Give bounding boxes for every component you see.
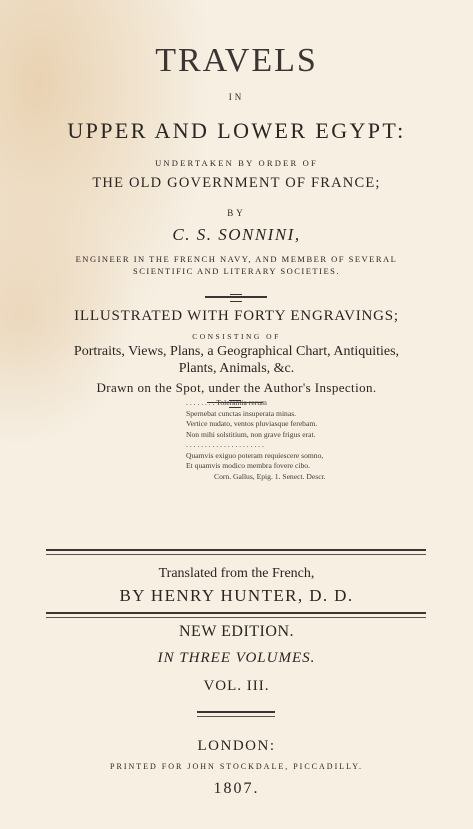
divider-rule bbox=[46, 554, 426, 555]
engravings-list-2: Plants, Animals, &c. bbox=[178, 361, 295, 376]
epigraph-line: Vertice nudato, ventos pluviasque ferebam. bbox=[186, 419, 318, 428]
edition-line: NEW EDITION. bbox=[178, 623, 294, 640]
ornamental-rule bbox=[205, 296, 267, 298]
epigraph-line: Et quamvis modico membra fovere cibo. bbox=[186, 461, 310, 470]
author-description-2: SCIENTIFIC AND LITERARY SOCIETIES. bbox=[133, 266, 340, 276]
by-word: BY bbox=[227, 208, 246, 218]
book-subtitle: UPPER AND LOWER EGYPT: bbox=[67, 118, 406, 143]
divider-rule bbox=[46, 617, 426, 618]
epigraph-line: Spernebat cunctas insuperata minas. bbox=[186, 408, 297, 418]
divider-rule bbox=[197, 711, 275, 713]
epigraph-dots: . . . . . . . . . . . . . . . . . . . . . bbox=[186, 440, 264, 449]
author-name: C. S. SONNINI, bbox=[172, 225, 301, 244]
engravings-list-1: Portraits, Views, Plans, a Geographical Chart, Antiquities, bbox=[73, 344, 400, 359]
epigraph-citation: Corn. Gallus, Epig. 1. Senect. Descr. bbox=[214, 471, 326, 481]
divider-rule bbox=[197, 716, 275, 717]
undertaken-line: UNDERTAKEN BY ORDER OF bbox=[155, 158, 318, 168]
epigraph-line: . . . . . . . . Tolerantia rerum bbox=[186, 398, 267, 407]
consisting-line: CONSISTING OF bbox=[192, 332, 281, 341]
in-word: IN bbox=[228, 92, 245, 102]
author-description-1: ENGINEER IN THE FRENCH NAVY, AND MEMBER OF SEVERAL bbox=[75, 254, 398, 264]
volume-number: VOL. III. bbox=[203, 678, 270, 694]
printer-line: PRINTED FOR JOHN STOCKDALE, PICCADILLY. bbox=[110, 762, 363, 771]
divider-rule bbox=[46, 549, 426, 551]
translated-line: Translated from the French, bbox=[158, 566, 315, 581]
volumes-line: IN THREE VOLUMES. bbox=[157, 650, 316, 666]
divider-rule bbox=[46, 612, 426, 614]
year-line: 1807. bbox=[213, 780, 260, 797]
translator-line: BY HENRY HUNTER, D. D. bbox=[119, 586, 354, 605]
book-title: TRAVELS bbox=[155, 42, 318, 79]
drawn-line: Drawn on the Spot, under the Author's Inspection. bbox=[96, 380, 377, 395]
epigraph-line: Quamvis exiguo poteram requiescere somno, bbox=[186, 450, 324, 460]
illustrated-line: ILLUSTRATED WITH FORTY ENGRAVINGS; bbox=[74, 308, 399, 324]
place-line: LONDON: bbox=[197, 738, 276, 754]
government-line: THE OLD GOVERNMENT OF FRANCE; bbox=[92, 175, 381, 191]
epigraph bbox=[186, 398, 436, 482]
epigraph-line: Non mihi solstitium, non grave frigus erat. bbox=[186, 429, 316, 439]
